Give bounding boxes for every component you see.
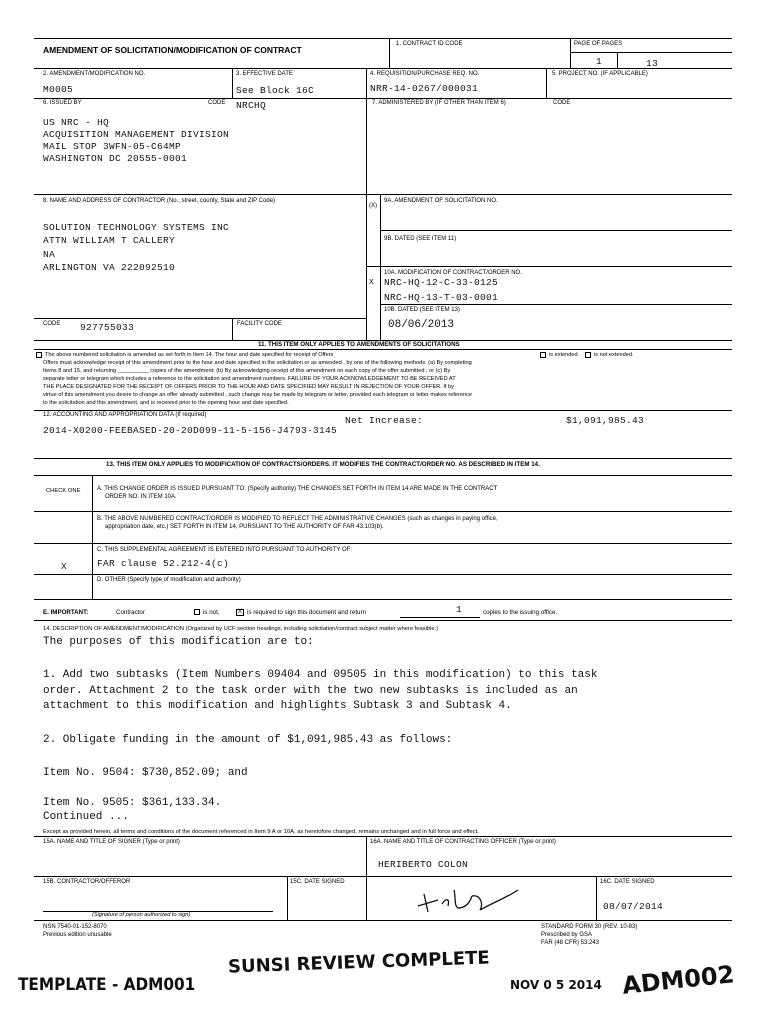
date-16c-value: 08/07/2014 xyxy=(603,901,664,912)
effective-date-label: 3. EFFECTIVE DATE xyxy=(236,71,293,77)
extended-checkbox[interactable] xyxy=(540,352,546,358)
rule xyxy=(617,52,618,68)
rule xyxy=(34,574,732,575)
amendment-9a-label: 9A. AMENDMENT OF SOLICITATION NO. xyxy=(384,198,498,204)
issuer-line: US NRC - HQ xyxy=(43,117,110,128)
not-extended-label: is not extended. xyxy=(594,352,634,358)
mod-10a-value: NRC-HQ-13-T-03-0001 xyxy=(384,292,499,303)
rule xyxy=(232,318,233,340)
template-stamp: TEMPLATE - ADM001 xyxy=(18,975,196,995)
admin-code-label: CODE xyxy=(553,100,571,106)
rule xyxy=(34,349,732,350)
important-label: E. IMPORTANT: xyxy=(43,609,89,616)
mod-no-label: 2. AMENDMENT/MODIFICATION NO. xyxy=(43,71,146,77)
contractor-code-value: 927755033 xyxy=(80,322,135,333)
signer-15a-label: 15A. NAME AND TITLE OF SIGNER (Type or print) xyxy=(43,839,180,845)
item13-title: 13. THIS ITEM ONLY APPLIES TO MODIFICATION OF CONTRACTS/ORDERS. IT MODIFIES THE CONTRACT/ORDER NO. AS DESCRIBED IN ITEM 14. xyxy=(106,461,540,468)
item13-d-text: D. OTHER (Specify type of modification and authority) xyxy=(97,577,241,583)
sunsi-stamp: SUNSI REVIEW COMPLETE xyxy=(227,947,491,978)
item14-line: attachment to this modification and highlights Subtask 3 and Subtask 4. xyxy=(43,700,512,712)
check-9a: (X) xyxy=(369,203,377,209)
dated-10b-label: 10B. DATED (SEE ITEM 13) xyxy=(384,307,460,313)
rule xyxy=(366,98,367,194)
copies-label: copies to the issuing office. xyxy=(483,609,558,616)
standard-form: STANDARD FORM 30 (REV. 10-83) xyxy=(541,924,638,930)
item11-line: virtue of this amendment you desire to change an offer already submitted , such change may be made by telegram or letter, provided each telegram or letter makes reference xyxy=(43,392,472,398)
item13-c-value: FAR clause 52.212-4(c) xyxy=(97,558,230,569)
contractor-line: SOLUTION TECHNOLOGY SYSTEMS INC xyxy=(43,222,230,233)
signature-caption: (Signature of person authorized to sign) xyxy=(92,912,191,918)
adm-stamp: ADM002 xyxy=(620,960,736,1000)
contractor-line: ATTN WILLIAM T CALLERY xyxy=(43,235,176,246)
except-text: Except as provided herein, all terms and conditions of the document referenced in Item 9 A or 10A, as heretofore changed, remains unchanged and in full force and effect. xyxy=(43,829,479,835)
page-label: PAGE OF PAGES xyxy=(574,41,623,47)
page-total: 13 xyxy=(646,58,659,69)
rule xyxy=(34,458,732,459)
item11-text: The above numbered solicitation is amended as set forth in Item 14. The hour and date specified for receipt of Offers xyxy=(45,352,334,358)
administered-by-label: 7. ADMINISTERED BY (IF OTHER THAN ITEM 6) xyxy=(372,100,506,106)
accounting-label: 12. ACCOUNTING AND APPROPRIATION DATA (If required) xyxy=(43,412,207,418)
rule xyxy=(92,475,93,599)
rule xyxy=(380,304,732,305)
facility-code-label: FACILITY CODE xyxy=(237,321,282,327)
accounting-value: 2014-X0200-FEEBASED-20-20D099-11-5-156-J4793-3145 xyxy=(43,425,338,436)
item11-line: to the solicitation and this amendment, and is received prior to the opening hour and date specified. xyxy=(43,400,289,406)
check-10a: X xyxy=(369,279,374,286)
issued-code-value: NRCHQ xyxy=(236,100,267,111)
previous-edition: Previous edition unusable xyxy=(43,932,112,938)
far-cite: FAR (48 CFR) 53.243 xyxy=(541,940,600,946)
item13-c-text: C. THIS SUPPLEMENTAL AGREEMENT IS ENTERED INTO PURSUANT TO AUTHORITY OF: xyxy=(97,547,352,553)
item14-label: 14. DESCRIPTION OF AMENDMENT/MODIFICATION (Organized by UCF section headings, including solicitation/contract subject matter where feasible.) xyxy=(43,626,439,632)
item11-line: THE PLACE DESIGNATED FOR THE RECEIPT OF OFFERS PRIOR TO THE HOUR AND DATE SPECIFIED MAY RESULT IN REJECTION OF YOUR OFFER. If by xyxy=(43,384,454,390)
prescribed-by: Prescribed by GSA xyxy=(541,932,593,938)
item13-b-text: B. THE ABOVE NUMBERED CONTRACT/ORDER IS MODIFIED TO REFLECT THE ADMINISTRATIVE CHANGES (such as changes in paying office, xyxy=(97,516,498,522)
item11-line: Items 8 and 15, and returning __________ copies of the amendment; (b) By acknowledging receipt of this amendment on each copy of the offer submitted ; or (c) By xyxy=(43,368,451,374)
issuer-line: MAIL STOP 3WFN-05-C64MP xyxy=(43,141,182,152)
not-extended-checkbox[interactable] xyxy=(585,352,591,358)
nsn-text: NSN 7540-01-152-8070 xyxy=(43,924,107,930)
net-increase-value: $1,091,985.43 xyxy=(566,415,645,426)
rule xyxy=(34,620,732,621)
rule xyxy=(34,543,732,544)
is-not-label: is not, xyxy=(203,609,220,616)
rule xyxy=(546,68,547,98)
rule xyxy=(366,836,367,876)
rule xyxy=(570,52,732,53)
date-15c-label: 15C. DATE SIGNED xyxy=(290,879,345,885)
item11-line: Offers must acknowledge receipt of this amendment prior to the hour and date specified in the solicitation or as amended , by one of the following methods: (a) By completing xyxy=(43,360,472,366)
dated-9b-label: 9B. DATED (SEE ITEM 11) xyxy=(384,236,457,242)
rule xyxy=(34,194,732,195)
rule xyxy=(570,38,571,68)
contract-id-label: 1. CONTRACT ID CODE xyxy=(396,41,463,47)
rule xyxy=(366,266,732,267)
rule xyxy=(34,68,732,69)
contractor-label-e: Contractor xyxy=(116,609,145,616)
copies-value: 1 xyxy=(456,604,463,615)
rule xyxy=(389,38,390,68)
date-stamp: NOV 0 5 2014 xyxy=(510,978,602,992)
issued-by-label: 6. ISSUED BY xyxy=(43,100,82,106)
project-no-label: 5. PROJECT NO. (IF APPLICABLE) xyxy=(552,71,648,77)
mod-10a-value: NRC-HQ-12-C-33-0125 xyxy=(384,277,499,288)
rule xyxy=(34,98,732,99)
rule xyxy=(34,38,732,39)
item13-a-text: ORDER NO. IN ITEM 10A. xyxy=(105,494,177,500)
officer-16a-value: HERIBERTO COLON xyxy=(378,859,469,870)
rule xyxy=(366,876,367,920)
item14-line: order. Attachment 2 to the task order with the two new subtasks is included as an xyxy=(43,685,578,697)
item14-line: Item No. 9505: $361,133.34. xyxy=(43,797,222,809)
rule xyxy=(34,511,732,512)
item11-title: 11. THIS ITEM ONLY APPLIES TO AMENDMENTS OF SOLICITATIONS xyxy=(258,341,460,348)
item11-checkbox[interactable] xyxy=(36,352,42,358)
dated-10b-value: 08/06/2013 xyxy=(388,319,455,331)
rule xyxy=(34,836,732,837)
check-one-label: CHECK ONE xyxy=(46,488,81,494)
contractor-line: NA xyxy=(43,249,56,260)
rule xyxy=(366,194,367,340)
mod-10a-label: 10A. MODIFICATION OF CONTRACT/ORDER NO. xyxy=(384,270,522,276)
extended-label: is extended. xyxy=(549,352,580,358)
issuer-line: WASHINGTON DC 20555-0001 xyxy=(43,153,188,164)
rule xyxy=(34,920,732,921)
issued-code-label: CODE xyxy=(208,100,226,106)
item13-a-text: A. THIS CHANGE ORDER IS ISSUED PURSUANT TO: (Specify authority) THE CHANGES SET FORTH IN ITEM 14 ARE MADE IN THE CONTRACT xyxy=(97,486,498,492)
is-not-checkbox[interactable] xyxy=(194,609,200,615)
rule xyxy=(34,318,366,319)
requisition-label: 4. REQUISITION/PURCHASE REQ. NO. xyxy=(370,71,480,77)
rule xyxy=(232,68,233,98)
mod-no-value: M0005 xyxy=(43,84,74,95)
rule xyxy=(400,617,480,618)
rule xyxy=(34,876,732,877)
contractor-code-label: CODE xyxy=(43,321,61,327)
net-increase-label: Net Increase: xyxy=(345,415,424,426)
is-required-checkbox[interactable]: X xyxy=(237,609,242,615)
item13-b-text: appropriation date, etc.) SET FORTH IN ITEM 14, PURSUANT TO THE AUTHORITY OF FAR 43.103(b). xyxy=(105,524,384,530)
item14-line: Continued ... xyxy=(43,811,129,823)
rule xyxy=(287,876,288,920)
page-number: 1 xyxy=(596,56,603,67)
rule xyxy=(34,410,732,411)
form-title: AMENDMENT OF SOLICITATION/MODIFICATION OF CONTRACT xyxy=(43,45,302,55)
rule xyxy=(34,475,732,476)
contractor-label: 8. NAME AND ADDRESS OF CONTRACTOR (No., street, county, State and ZIP Code) xyxy=(43,198,276,204)
rule xyxy=(34,599,732,600)
officer-16a-label: 16A. NAME AND TITLE OF CONTRACTING OFFICER (Type or print) xyxy=(370,839,556,845)
rule xyxy=(596,876,597,920)
contractor-15b-label: 15B. CONTRACTOR/OFFEROR xyxy=(43,879,131,885)
item14-line: 1. Add two subtasks (Item Numbers 09404 and 09505 in this modification) to this task xyxy=(43,669,598,681)
item14-line: 2. Obligate funding in the amount of $1,091,985.43 as follows: xyxy=(43,734,453,746)
effective-date-value: See Block 16C xyxy=(236,85,315,96)
signature-image xyxy=(410,878,530,918)
issuer-line: ACQUISITION MANAGEMENT DIVISION xyxy=(43,129,230,140)
item11-line: separate letter or telegram which includes a reference to the solicitation and amendment numbers. FAILURE OF YOUR ACKNOWLEDGEMENT TO BE RECEIVED AT xyxy=(43,376,456,382)
item13-c-mark: X xyxy=(61,561,68,572)
rule xyxy=(380,230,732,231)
requisition-value: NRR-14-0267/000031 xyxy=(370,83,479,94)
rule xyxy=(366,68,367,98)
date-16c-label: 16C. DATE SIGNED xyxy=(600,879,655,885)
contractor-line: ARLINGTON VA 222092510 xyxy=(43,262,176,273)
item14-line: The purposes of this modification are to: xyxy=(43,636,314,648)
rule xyxy=(380,194,381,340)
item14-line: Item No. 9504: $730,852.09; and xyxy=(43,767,248,779)
is-required-label: is required to sign this document and return xyxy=(247,609,367,616)
